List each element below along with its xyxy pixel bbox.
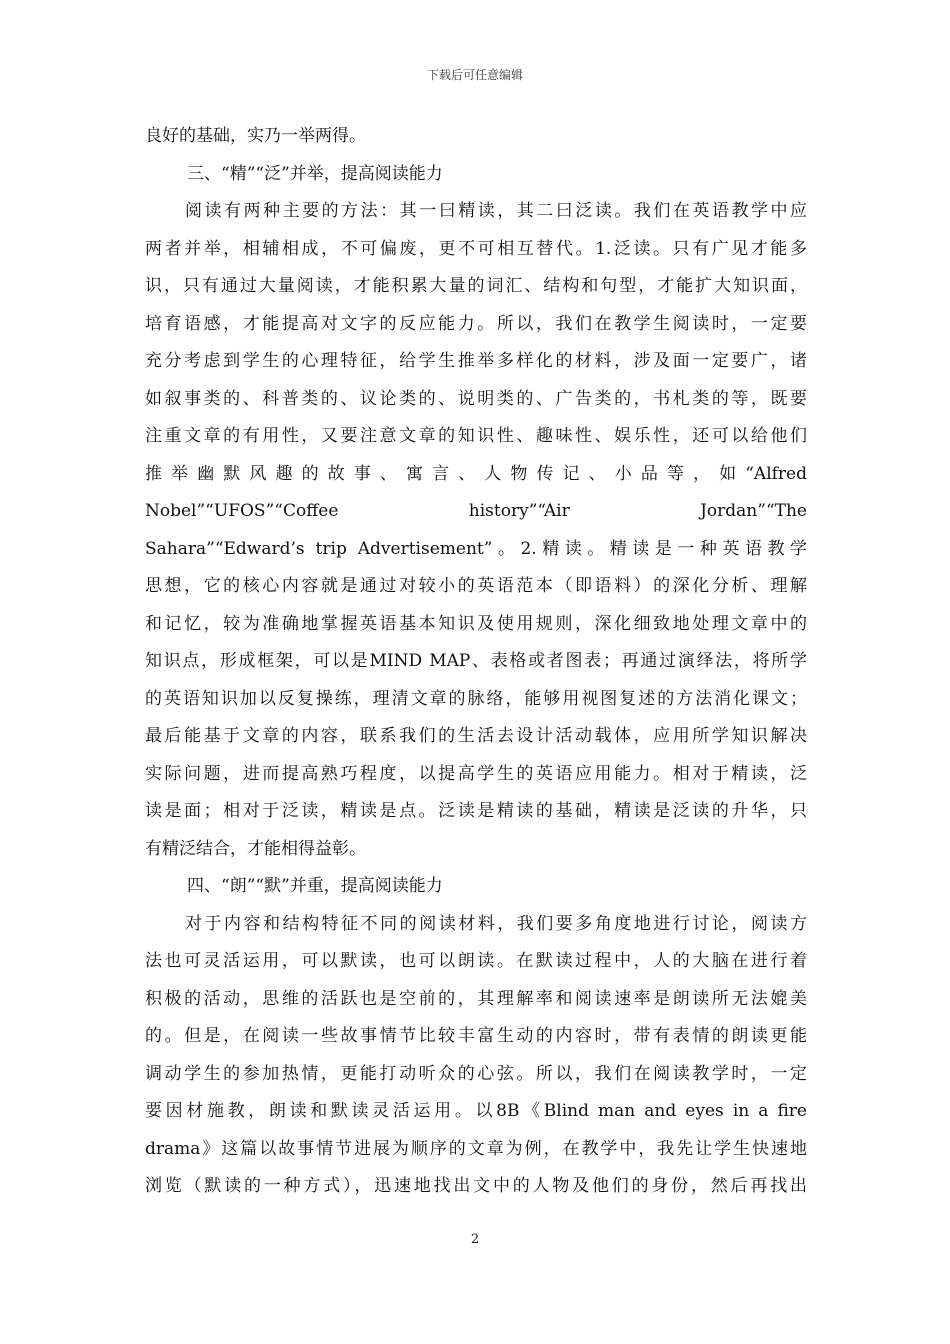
text-line: 浏览（默读的一种方式），迅速地找出文中的人物及他们的身份，然后再找出 bbox=[145, 1176, 807, 1196]
page-header: 下载后可任意编辑 bbox=[426, 68, 523, 82]
text-line: 的。但是，在阅读一些故事情节比较丰富生动的内容时，带有表情的朗读更能 bbox=[145, 1026, 807, 1046]
text-line: 法也可灵活运用，可以默读，也可以朗读。在默读过程中，人的大脑在进行着 bbox=[145, 951, 807, 971]
page-number: 2 bbox=[470, 1232, 480, 1247]
text-line: 要因材施教，朗读和默读灵活运用。以8B《Blind man and eyes in a fire bbox=[145, 1101, 807, 1121]
text-line: 最后能基于文章的内容，联系我们的生活去设计活动载体，应用所学知识解决 bbox=[145, 726, 807, 746]
section-heading: 三、“精”“泛”并举，提高阅读能力 bbox=[187, 163, 443, 184]
text-line: 调动学生的参加热情，更能打动听众的心弦。所以，我们在阅读教学时，一定 bbox=[145, 1063, 807, 1084]
text-line: 知识点，形成框架，可以是MIND MAP、表格或者图表；再通过演绎法，将所学 bbox=[145, 651, 807, 671]
section-heading: 四、“朗”“默”并重，提高阅读能力 bbox=[187, 876, 443, 896]
text-line: 阅读有两种主要的方法：其一曰精读，其二曰泛读。我们在英语教学中应 bbox=[185, 201, 807, 221]
body-text bbox=[145, 118, 807, 1206]
text-line: 和记忆，较为准确地掌握英语基本知识及使用规则，深化细致地处理文章中的 bbox=[145, 613, 807, 634]
text-line: 注重文章的有用性，又要注意文章的知识性、趣味性、娱乐性，还可以给他们 bbox=[145, 426, 807, 446]
text-line: 充分考虑到学生的心理特征，给学生推举多样化的材料，涉及面一定要广，诸 bbox=[145, 351, 807, 371]
text-line: 思想，它的核心内容就是通过对较小的英语范本（即语料）的深化分析、理解 bbox=[145, 576, 807, 596]
text-line: Nobel”“UFOS”“Coffee history”“Air Jordan”“The bbox=[145, 501, 807, 521]
text-line: 如叙事类的、科普类的、议论类的、说明类的、广告类的，书札类的等，既要 bbox=[145, 388, 807, 409]
text-line: 良好的基础，实乃一举两得。 bbox=[145, 126, 366, 146]
text-line: 读是面；相对于泛读，精读是点。泛读是精读的基础，精读是泛读的升华，只 bbox=[145, 801, 807, 821]
text-line: 有精泛结合，才能相得益彰。 bbox=[145, 838, 366, 859]
text-line: 对于内容和结构特征不同的阅读材料，我们要多角度地进行讨论，阅读方 bbox=[185, 913, 807, 934]
text-line: 识，只有通过大量阅读，才能积累大量的词汇、结构和句型，才能扩大知识面， bbox=[145, 276, 807, 296]
text-line: Sahara”“Edward’s trip Advertisement”。2.精读。精读是一种英语教学 bbox=[145, 538, 807, 559]
text-line: 的英语知识加以反复操练，理清文章的脉络，能够用视图复述的方法消化课文； bbox=[145, 688, 807, 709]
text-line: 实际问题，进而提高熟巧程度，以提高学生的英语应用能力。相对于精读，泛 bbox=[145, 763, 807, 784]
text-line: 两者并举，相辅相成，不可偏废，更不可相互替代。1.泛读。只有广见才能多 bbox=[145, 238, 807, 259]
text-line: 推举幽默风趣的故事、寓言、人物传记、小品等，如“Alfred bbox=[145, 463, 807, 484]
text-line: 积极的活动，思维的活跃也是空前的，其理解率和阅读速率是朗读所无法媲美 bbox=[145, 988, 807, 1009]
text-line: 培育语感，才能提高对文字的反应能力。所以，我们在教学生阅读时，一定要 bbox=[145, 313, 807, 334]
text-line: drama》这篇以故事情节进展为顺序的文章为例，在教学中，我先让学生快速地 bbox=[145, 1138, 807, 1159]
